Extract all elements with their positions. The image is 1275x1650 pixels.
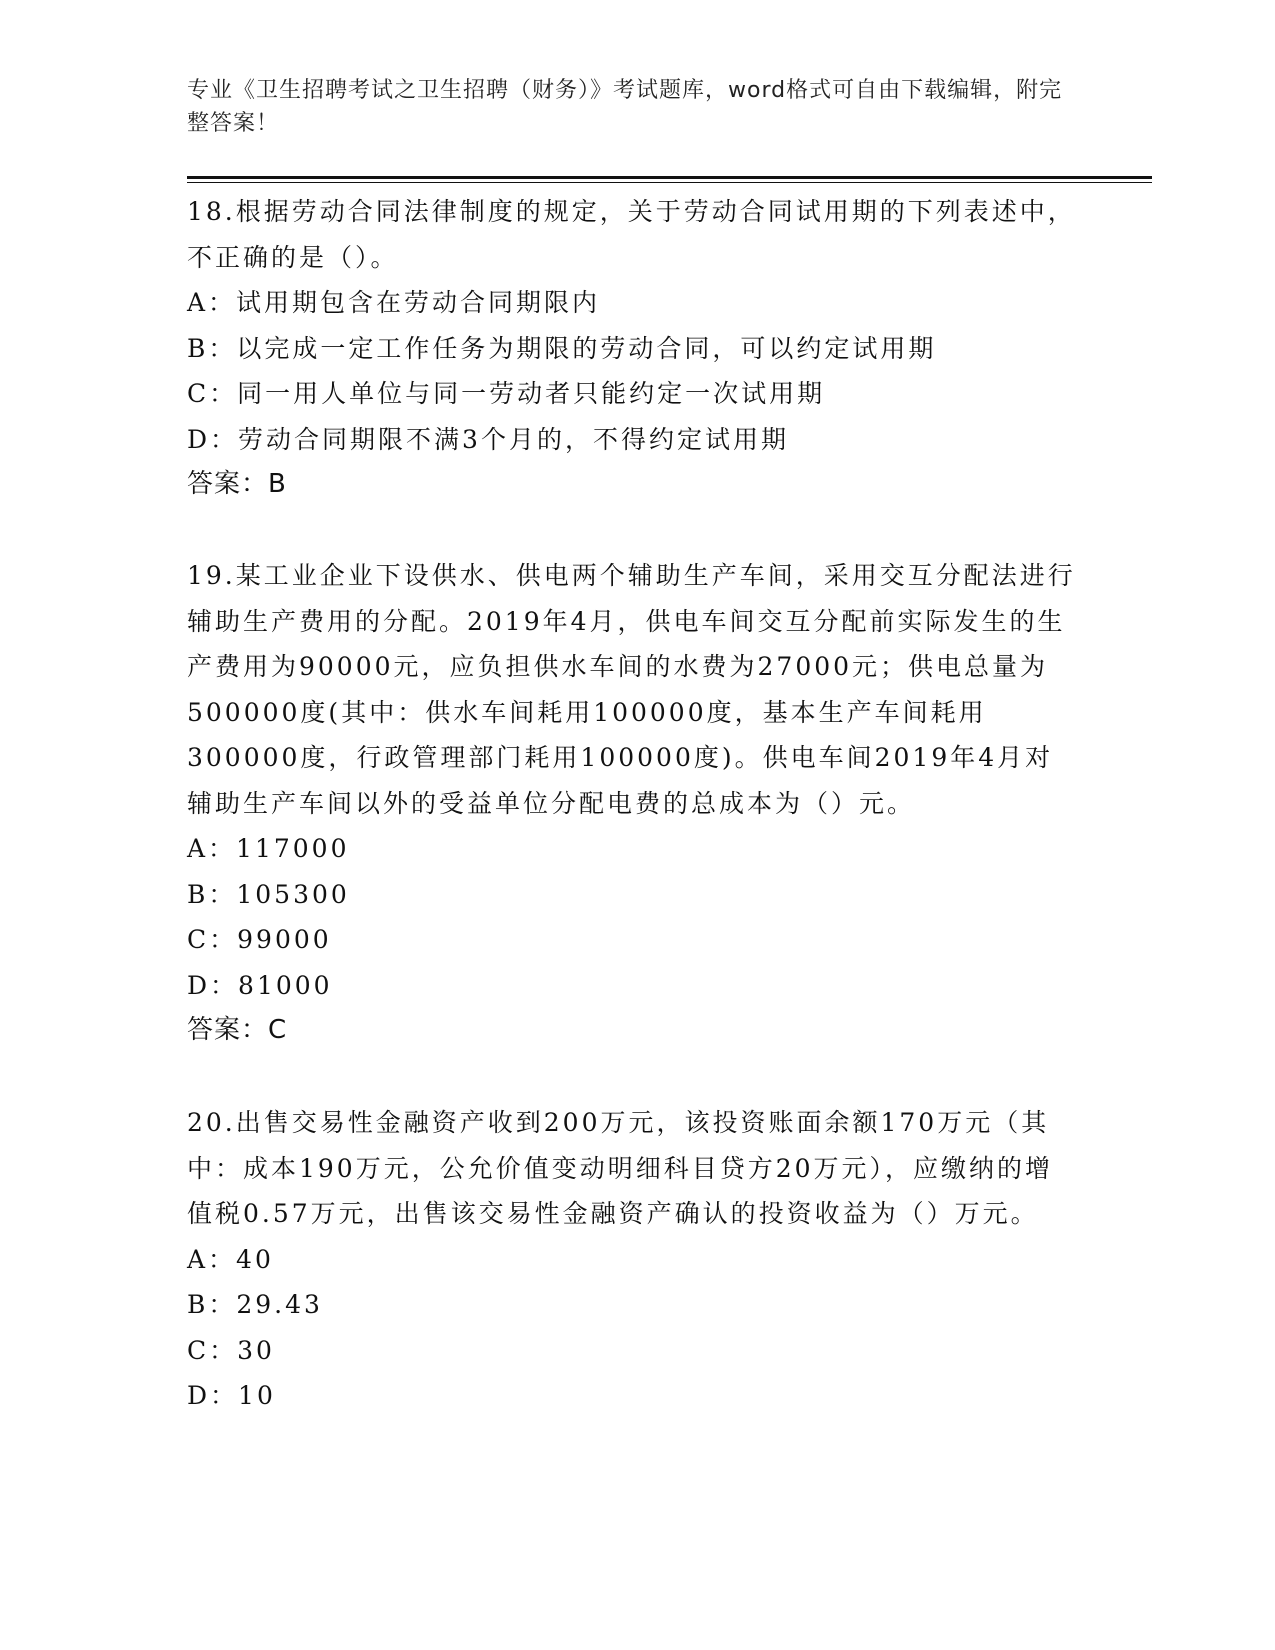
option-c: C：30 — [187, 1335, 275, 1365]
header-rule-thin — [187, 182, 1152, 183]
question-19 — [187, 553, 1077, 1054]
option-d: D：10 — [187, 1381, 276, 1410]
answer: 答案：C — [187, 1015, 288, 1045]
question-text: 18.根据劳动合同法律制度的规定，关于劳动合同试用期的下列表述中，不正确的是（）。 — [187, 197, 1076, 272]
option-a: A：117000 — [187, 834, 350, 863]
question-text: 20.出售交易性金融资产收到200万元，该投资账面余额170万元（其中：成本190万元，公允价值变动明细科目贷方20万元），应缴纳的增值税0.57万元，出售该交易性金融资产确认的投资收益为（）万元。 — [187, 1108, 1054, 1228]
option-b: B：以完成一定工作任务为期限的劳动合同，可以约定试用期 — [187, 333, 937, 363]
question-20 — [187, 1100, 1077, 1419]
option-c: C：99000 — [187, 925, 332, 954]
option-d: D：劳动合同期限不满3个月的，不得约定试用期 — [187, 424, 789, 454]
question-text: 19.某工业企业下设供水、供电两个辅助生产车间，采用交互分配法进行辅助生产费用的分配。2019年4月，供电车间交互分配前实际发生的生产费用为90000元，应负担供水车间的水费为27000元；供电总量为500000度(其中：供水车间耗用100000度，基本生产车间耗用300000度，行政管理部门耗用100000度)。供电车间2019年4月对辅助生产车间以外的受益单位分配电费的总成本为（）元。 — [187, 561, 1076, 818]
question-18 — [187, 189, 1077, 508]
option-a: A：40 — [187, 1244, 274, 1274]
answer: 答案：B — [187, 469, 287, 499]
option-c: C：同一用人单位与同一劳动者只能约定一次试用期 — [187, 379, 826, 408]
option-d: D：81000 — [187, 970, 333, 1000]
option-a: A：试用期包含在劳动合同期限内 — [187, 288, 601, 317]
option-b: B：29.43 — [187, 1290, 323, 1319]
document-header: 专业《卫生招聘考试之卫生招聘（财务）》考试题库，word格式可自由下载编辑，附完整答案！ — [187, 78, 1063, 136]
header-rule-thick — [187, 176, 1152, 179]
option-b: B：105300 — [187, 879, 350, 909]
